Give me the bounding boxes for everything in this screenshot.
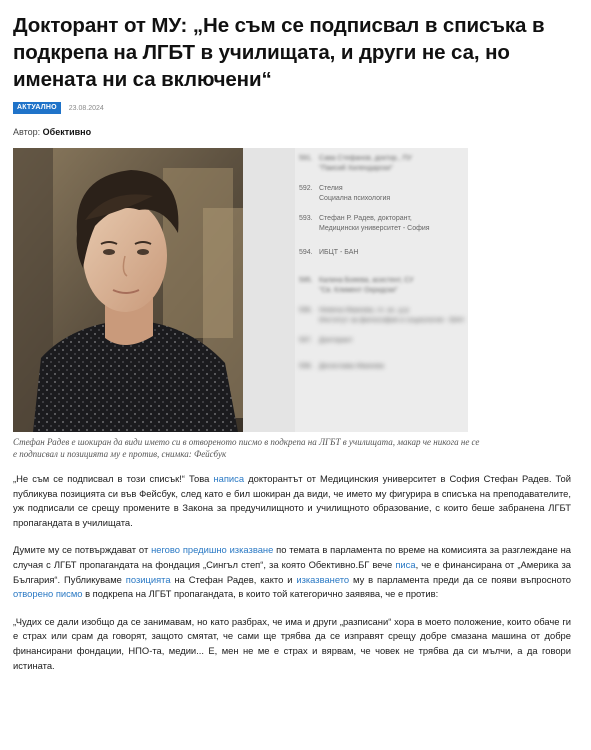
paragraph-2 bbox=[13, 543, 571, 601]
document-entry-text bbox=[319, 276, 414, 296]
document-entry-number: 594. bbox=[299, 249, 313, 256]
inline-link[interactable]: позицията bbox=[125, 573, 171, 585]
document-entry bbox=[299, 214, 430, 232]
document-entry bbox=[299, 336, 353, 346]
document-entry bbox=[299, 184, 391, 202]
document-entry-line: Калина Бояева, асистент, СУ bbox=[319, 277, 414, 284]
document-entry bbox=[299, 306, 464, 324]
document-entry-text bbox=[319, 154, 412, 174]
article-title: Докторант от МУ: „Не съм се подписвал в списъка в подкрепа на ЛГБТ в училищата, и други не са, но имената ни са включени“ bbox=[13, 14, 545, 91]
document-entry-line: "Паисий Хилендарски" bbox=[319, 165, 393, 172]
document-entry-number: 598. bbox=[299, 363, 313, 370]
paragraph-text: по темата в парламента по време на комисията за разглеждане на случая с ЛГБТ пропагандата на фондация „Сингъл степ“, за която Обективно.БГ вече bbox=[13, 544, 571, 570]
publish-date: 23.08.2024 bbox=[68, 104, 104, 112]
document-entry-line: Стефан Р. Радев, докторант, bbox=[319, 215, 412, 222]
document-entry-line: Десислава Иванова bbox=[319, 363, 384, 370]
paragraph-text: „Чудих се дали изобщо да се занимавам, но като разбрах, че има и други „разписани“ хора в моето положение, които обаче ги е страх или срам да говорят, защото смятат, че сами ще трябва да се изправят срещу добре смазана машина от добре финансирани фондации, НПО-та, медии... Е, мен не ме е страх и вярвам, че човек не трябва да си мълчи, а да говори истината. bbox=[13, 615, 571, 671]
portrait-photo bbox=[13, 148, 243, 432]
paragraph-text: в подкрепа на ЛГБТ пропагандата, в които той категорично заявява, че е против: bbox=[82, 588, 439, 600]
image-caption: Стефан Радев е шокиран да види името си в отвореното писмо в подкрепа на ЛГБТ в училищата, макар че никога не се е подписвал и позицията му е против, снимка: Фейсбук bbox=[13, 437, 480, 459]
document-entry-number: 593. bbox=[299, 215, 313, 222]
paragraph-text: му в парламента преди да се появи въпросното bbox=[349, 573, 572, 585]
article-image bbox=[13, 148, 468, 432]
document-entry-line: "Св. Климент Охридски" bbox=[319, 287, 398, 294]
portrait-illustration bbox=[13, 148, 243, 432]
document-entry-line: Институт за философия и социология - БАН bbox=[319, 317, 464, 324]
document-entry-line: Стелия bbox=[319, 185, 343, 192]
author-name[interactable]: Обективно bbox=[42, 127, 92, 137]
inline-link[interactable]: изказването bbox=[296, 573, 350, 585]
document-entry-text bbox=[319, 306, 464, 326]
inline-link[interactable]: отворено писмо bbox=[13, 588, 83, 600]
category-badge[interactable]: АКТУАЛНО bbox=[13, 102, 61, 114]
paragraph-3 bbox=[13, 615, 571, 673]
paragraph-text: Думите му се потвърждават от bbox=[13, 544, 152, 556]
document-entry-text bbox=[319, 362, 384, 372]
paragraph-text: докторантът от Медицинския университет в София Стефан Радев. Той публикува позицията си във Фейсбук, след като е бил шокиран да види, че името му фигурира в списъка на преподавателите, уж подписали се срещу промените в Закона за предучилищното и училищното образование, с които беше забранена ЛГБТ пропагандата в училищата. bbox=[13, 473, 571, 528]
document-entry-text bbox=[319, 214, 430, 234]
signature-list-document bbox=[243, 148, 468, 432]
document-entry-line: ИБЦТ - БАН bbox=[319, 249, 359, 256]
document-entry-line: Докторант bbox=[319, 337, 353, 344]
document-entry-text bbox=[319, 248, 358, 258]
author-line bbox=[13, 127, 575, 137]
article-meta bbox=[13, 102, 575, 114]
document-entry-number: 596. bbox=[299, 307, 313, 314]
document-entry-line: Медицински университет - София bbox=[319, 225, 430, 232]
document-entry-number: 597. bbox=[299, 337, 313, 344]
document-entry-line: Социална психология bbox=[319, 195, 391, 202]
document-entry bbox=[299, 248, 359, 258]
document-entry-line: Сава Стефанов, доктор., ПУ bbox=[319, 155, 412, 162]
paragraph-text: „Не съм се подписвал в този списък!“ Това bbox=[13, 473, 214, 484]
paragraph-text: , че е финансирана от „Америка за България“. Публикуваме bbox=[13, 558, 571, 585]
document-entry bbox=[299, 154, 412, 172]
author-label: Автор: bbox=[13, 127, 41, 137]
inline-link[interactable]: написа bbox=[213, 473, 245, 484]
document-entry-text bbox=[319, 336, 353, 346]
document-entry-number: 595. bbox=[299, 277, 313, 284]
document-entry bbox=[299, 362, 384, 372]
paragraph-text: на Стефан Радев, както и bbox=[170, 573, 297, 585]
document-entry bbox=[299, 276, 414, 294]
inline-link[interactable]: писа bbox=[395, 558, 416, 570]
paragraph-1 bbox=[13, 472, 571, 530]
document-entry-number: 592. bbox=[299, 185, 313, 192]
document-entry-line: Невена Иванова, гл. ас. д-р bbox=[319, 307, 409, 314]
document-entry-number: 591. bbox=[299, 155, 313, 162]
inline-link[interactable]: негово предишно изказване bbox=[151, 544, 274, 556]
document-entry-text bbox=[319, 184, 390, 204]
